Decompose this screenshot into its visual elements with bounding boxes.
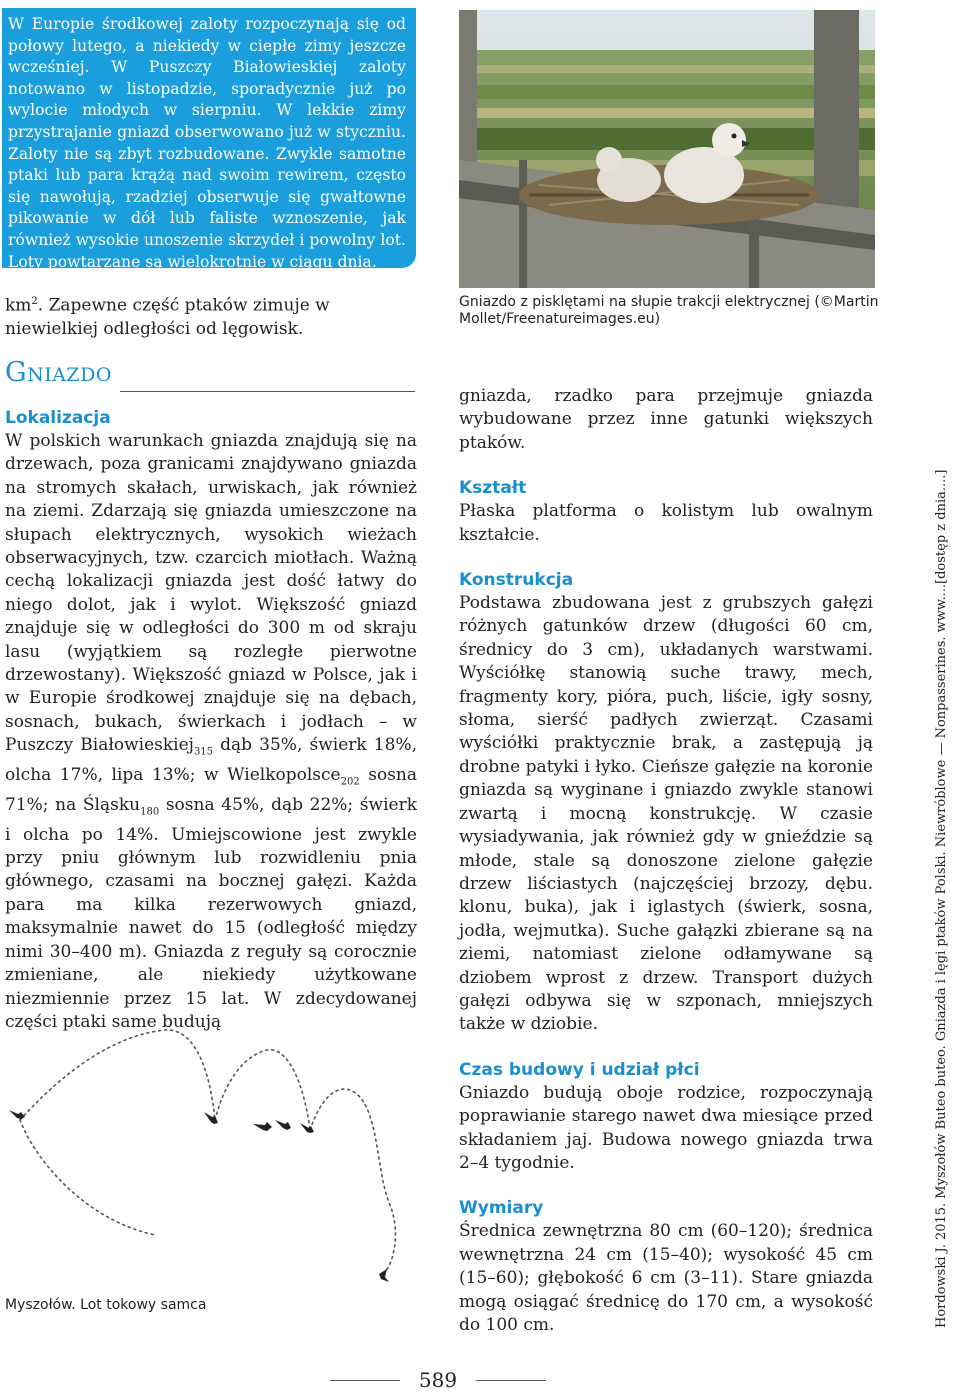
left-column: [5, 290, 415, 341]
flight-path-illustration: [5, 1010, 420, 1295]
footer-rule-right: [476, 1380, 546, 1381]
intro-paragraph: $km^2$. Zapewne część ptaków zimuje w niewielkiej odległości od lęgowisk.: [5, 295, 330, 340]
nest-photo-illustration: [459, 10, 875, 288]
konstrukcja-heading: Konstrukcja: [459, 570, 574, 591]
footer-rule-left: [330, 1380, 400, 1381]
right-column: [459, 385, 873, 1337]
citation-vertical: Hordowski J. 2015. Myszołów Buteo buteo. Gniazda i lęgi ptaków Polski. Niewróblowe — Nonpasserines. www....[dostęp z dnia....]: [934, 469, 949, 1328]
czas-heading: Czas budowy i udział płci: [459, 1059, 700, 1080]
lokalizacja-text: W polskich warunkach gniazda znajdują się na drzewach, poza granicami znajdywano gniazda na stromych skałach, urwiskach, jak również na ziemi. Zdarzają się gniazda umieszczone na słupach elektrycznych, wysokich wieżach obserwacyjnych, tzw. czarcich miotłach. Ważną cechą lokalizacji gniazda jest dość łatwy do niego dolot, jak i wylot. Większość gniazd znajduje się w odległości do 300 m od skraju lasu (wyjątkiem są rozległe pierwotne drzewostany). Większość gniazd w Polsce, jak i w Europie środkowej znajduje się na dębach, sosnach, bukach, świerkach i jodłach – w Puszczy Białowieskiej$_{315}$ dąb 35%, świerk 18%, olcha 17%, lipa 13%; w Wielkopolsce$_{202}$ sosna 71%; na Śląsku$_{180}$ sosna 45%, dąb 22%; świerk i olcha po 14%. Umiejscowione jest zwykle przy pniu głównym lub rozwidleniu pnia głównego, czasami na bocznej gałęzi. Każda para ma kilka rezerwowych gniazd, maksymalnie nawet do 15 (odległość między nimi 30–400 m). Gniazda z reguły są corocznie zmieniane, ale niekiedy użytkowane niezmiennie przez 15 lat. W zdecydowanej części ptaki same budują: [5, 431, 418, 1032]
wymiary-heading: Wymiary: [459, 1198, 544, 1219]
photo-caption: Gniazdo z pisklętami na słupie trakcji elektrycznej (©Martin Mollet/Freenatureimages.eu): [459, 294, 879, 327]
lokalizacja-block: [5, 408, 417, 1034]
czas-text: Gniazdo budują oboje rodzice, rozpoczynają poprawianie starego nawet dwa miesiące przed składaniem jaj. Budowa nowego gniazda trwa 2–4 tygodnie.: [459, 1082, 873, 1173]
courtship-info-text: W Europie środkowej zaloty rozpoczynają się od połowy lutego, a niekiedy w ciepłe zimy jeszcze wcześniej. W Puszczy Białowieskiej zaloty notowano w listopadzie, sporadycznie już po wylocie młodych w sierpniu. W lekkie zimy przystrajanie gniazd obserwowano już w styczniu. Zaloty nie są zbyt rozbudowane. Zwykle samotne ptaki lub para krążą nad swoim rewirem, często się nawołują, rzadziej obserwuje się gwałtowne pikowanie w dół lub faliste wznoszenie, jak również wysokie unoszenie skrzydeł i powolny lot. Loty powtarzane są wielokrotnie w ciągu dnia.: [8, 15, 406, 271]
page-number: 589: [418, 1368, 458, 1392]
wymiary-text: Średnica zewnętrzna 80 cm (60–120); średnica wewnętrzna 24 cm (15–40); wysokość 45 cm (15–60); głębokość 6 cm (3–11). Stare gniazda mogą osiągać średnicę do 170 cm, a wysokość do 100 cm.: [459, 1221, 873, 1335]
ksztalt-text: Płaska platforma o kolistym lub owalnym kształcie.: [459, 501, 873, 545]
nest-photo: [459, 10, 875, 288]
figure-caption: Myszołów. Lot tokowy samca: [5, 1297, 207, 1313]
section-rule: [120, 391, 415, 392]
lokalizacja-heading: Lokalizacja: [5, 408, 111, 428]
konstrukcja-text: Podstawa zbudowana jest z grubszych gałęzi różnych gatunków drzew (długości 60 cm, średnicy do 3 cm), układanych warstwami. Wyściółkę stanowią suche trawy, mech, fragmenty kory, pióra, puch, liście, igły sosny, słoma, sierść padłych zwierząt. Czasami wyściółki praktycznie brak, a zastępują ją drobne patyki i łyko. Cieńsze gałęzie na koronie gniazda są wyginane i gniazdo zwykle stanowi zwartą i mocną konstrukcję. W czasie wysiadywania, jak również gdy w gnieździe są młode, stale są donoszone zielone gałęzie drzew liściastych (najczęściej brzozy, dębu. klonu, buka), jak i iglastych (świerk, sosna, jodła, wejmutka). Suche gałązki zbierane są na ziemi, natomiast zielone odłamywane są dziobem wprost z drzew. Transport dużych gałęzi odbywa się w szponach, mniejszych także w dziobie.: [459, 593, 873, 1035]
continuation-paragraph: gniazda, rzadko para przejmuje gniazda wybudowane przez inne gatunki większych ptaków.: [459, 386, 873, 453]
ksztalt-heading: Kształt: [459, 478, 527, 499]
flight-diagram: [5, 1010, 420, 1295]
section-title: Gniazdo: [5, 357, 112, 388]
courtship-info-box: [2, 8, 416, 271]
